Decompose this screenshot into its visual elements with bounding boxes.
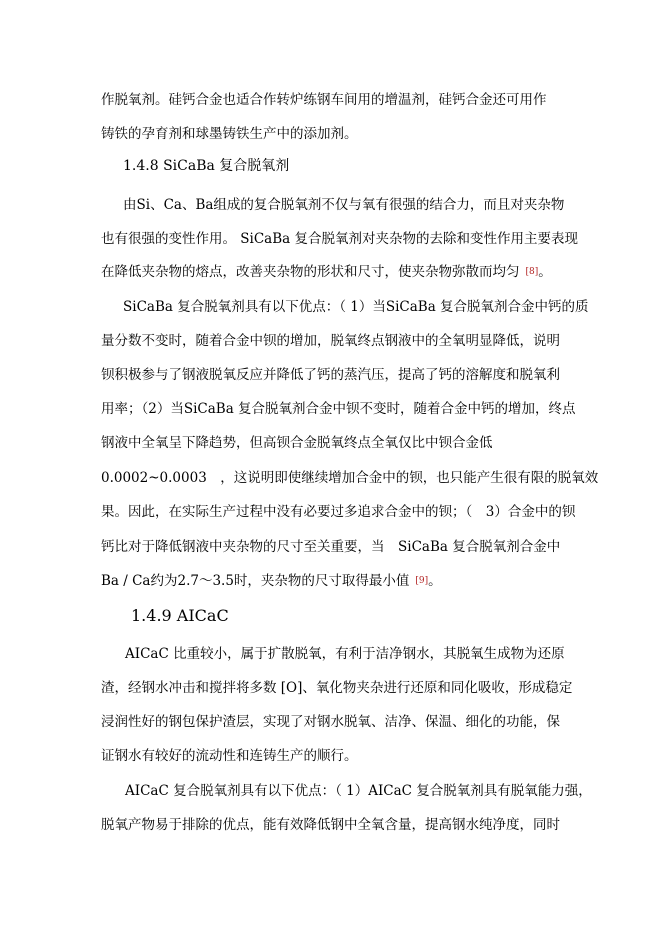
section-heading: 1.4.9 AICaC: [131, 606, 229, 625]
citation-ref[interactable]: [9]: [415, 576, 429, 586]
paragraph-line: 量分数不变时，随着合金中钡的增加，脱氧终点钢液中的全氧明显降低，说明: [101, 333, 560, 349]
paragraph-line: 用率；（2）当SiCaBa 复合脱氧剂合金中钡不变时，随着合金中钙的增加，终点: [101, 401, 576, 417]
paragraph-line: 钡积极参与了钢液脱氧反应并降低了钙的蒸汽压，提高了钙的溶解度和脱氧利: [101, 367, 560, 383]
paragraph-line: 钢液中全氧呈下降趋势，但高钡合金脱氧终点全氧仅比中钡合金低: [101, 435, 493, 451]
section-heading: 1.4.8 SiCaBa 复合脱氧剂: [123, 158, 290, 174]
paragraph-line: 也有很强的变性作用。 SiCaBa 复合脱氧剂对夹杂物的去除和变性作用主要表现: [101, 231, 578, 247]
paragraph-line: Ba / Ca约为2.7～3.5时，夹杂物的尺寸取得最小值 [9]。: [101, 573, 442, 589]
paragraph-line: 脱氧产物易于排除的优点，能有效降低钢中全氧含量，提高钢水纯净度，同时: [101, 817, 560, 833]
paragraph-line: AICaC 复合脱氧剂具有以下优点：（ 1）AICaC 复合脱氧剂具有脱氧能力强，: [125, 783, 592, 799]
paragraph-line: 0.0002~0.0003 ，这说明即使继续增加合金中的钡，也只能产生很有限的脱氧效: [101, 470, 599, 486]
paragraph-line: 由Si、Ca、Ba组成的复合脱氧剂不仅与氧有很强的结合力，而且对夹杂物: [123, 197, 565, 213]
citation-ref[interactable]: [8]: [525, 267, 539, 277]
paragraph-line: SiCaBa 复合脱氧剂具有以下优点：（ 1）当SiCaBa 复合脱氧剂合金中钙的质: [123, 299, 589, 315]
paragraph-line: 作脱氧剂。硅钙合金也适合作转炉练钢车间用的增温剂，硅钙合金还可用作: [101, 92, 547, 108]
paragraph-line: 渣，经钢水冲击和搅拌将多数 [O]、氧化物夹杂进行还原和同化吸收，形成稳定: [101, 680, 573, 696]
paragraph-line: 证钢水有较好的流动性和连铸生产的顺行。: [101, 748, 358, 764]
paragraph-line: 果。因此，在实际生产过程中没有必要过多追求合金中的钡；（ 3）合金中的钡: [101, 504, 576, 520]
paragraph-line: 浸润性好的钢包保护渣层，实现了对钢水脱氧、洁净、保温、细化的功能，保: [101, 714, 560, 730]
paragraph-line: 钙比对于降低钢液中夹杂物的尺寸至关重要，当 SiCaBa 复合脱氧剂合金中: [101, 539, 561, 555]
paragraph-line: AICaC 比重较小，属于扩散脱氧，有利于洁净钢水，其脱氧生成物为还原: [125, 646, 565, 662]
paragraph-line: 在降低夹杂物的熔点，改善夹杂物的形状和尺寸，使夹杂物弥散而均匀 [8]。: [101, 264, 552, 280]
paragraph-line: 铸铁的孕育剂和球墨铸铁生产中的添加剂。: [101, 126, 358, 142]
